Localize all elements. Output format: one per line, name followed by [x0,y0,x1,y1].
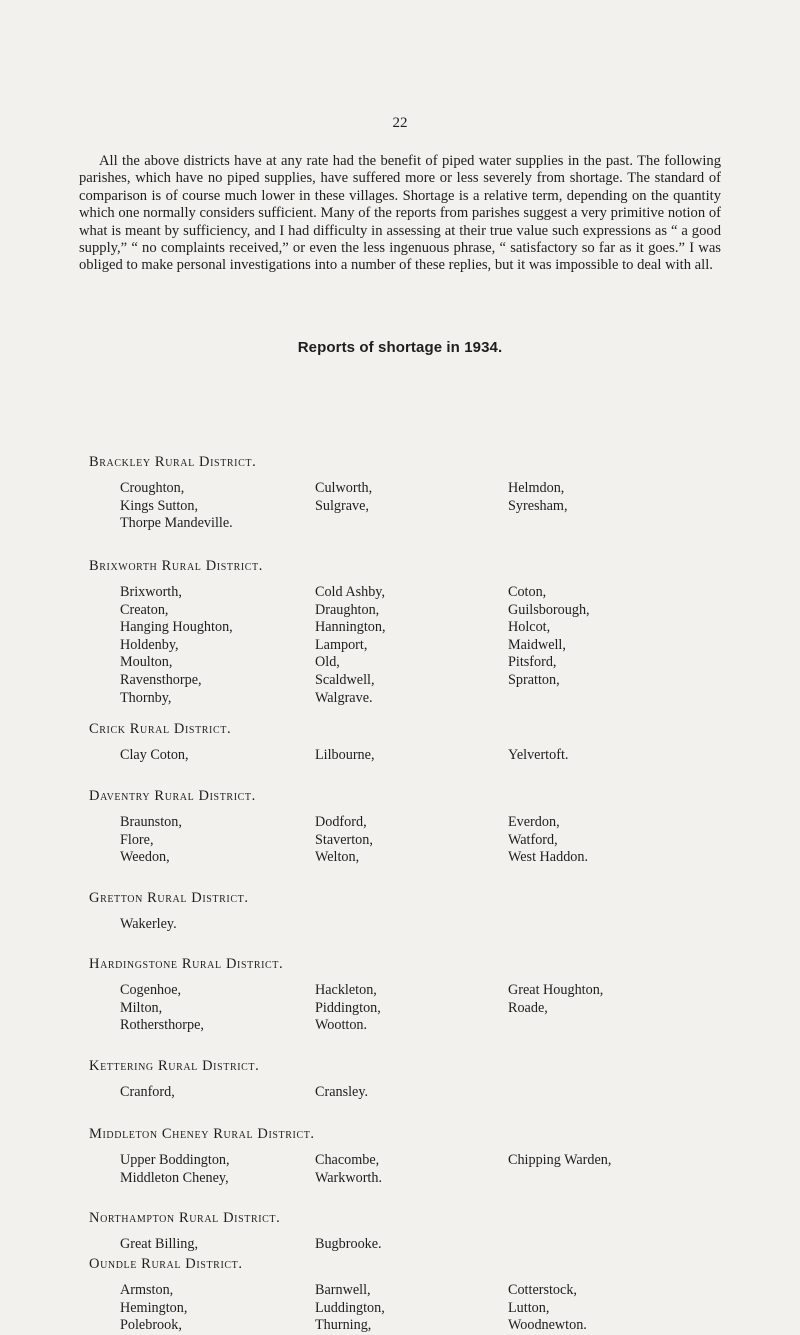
parish: Cransley. [315,1084,369,1100]
parish: Lilbourne, [315,747,375,763]
parish: Lutton, [508,1299,550,1316]
parish: Helmdon, [508,480,565,496]
parish: Bugbrooke. [315,1236,382,1252]
parish: Warkworth. [315,1169,383,1186]
parish-grid [120,747,779,765]
parish: Upper Boddington, [120,1152,230,1168]
parish: Rothersthorpe, [120,1017,204,1034]
parish: Dodford, [315,814,367,830]
parish: Cold Ashby, [315,584,386,600]
parish: Sulgrave, [315,497,369,514]
parish-grid [120,1236,779,1254]
district-brackley [89,454,779,533]
parish: Middleton Cheney, [120,1169,229,1186]
parish: Thornby, [120,689,172,706]
intro-text: All the above districts have at any rate had the benefit of piped water supplies in the past. The following parishes, which have no piped supplies, have suffered more or less severely from shortage. The standard of comparison is of course much lower in these villages. Shortage is a relative term, depending on the quantity which one normally considers sufficient. Many of the reports from parishes suggest a very primitive notion of what is meant by sufficiency, and I had difficulty in assessing at their true value such expressions as “ a good supply,” “ no complaints received,” or even the less ingenuous phrase, “ satisfactory so far as it goes.” I was obliged to make personal investigations into a number of these replies, but it was impossible to deal with all. [79,153,721,274]
parish: Luddington, [315,1299,385,1316]
parish: Pitsford, [508,654,557,671]
district-name: Kettering Rural District. [89,1058,260,1074]
district-daventry [89,788,779,867]
district-brixworth [89,558,779,707]
parish: Chacombe, [315,1152,380,1168]
parish: Watford, [508,831,558,848]
parish-grid [120,916,779,934]
parish: Old, [315,654,340,671]
district-gretton [89,890,779,934]
parish: Braunston, [120,814,182,830]
parish: Culworth, [315,480,373,496]
parish: Coton, [508,584,547,600]
parish: Cotterstock, [508,1282,577,1298]
parish: Piddington, [315,999,381,1016]
page-number: 22 [392,115,408,131]
parish: Weedon, [120,849,170,866]
parish: Hanging Houghton, [120,619,233,636]
parish: Great Houghton, [508,982,604,998]
parish-grid [120,1084,779,1102]
parish: Brixworth, [120,584,182,600]
district-northampton [89,1210,779,1254]
parish: Great Billing, [120,1236,199,1252]
parish: Cogenhoe, [120,982,182,998]
parish: Polebrook, [120,1317,182,1334]
parish: Roade, [508,999,548,1016]
parish: Clay Coton, [120,747,189,763]
parish: Flore, [120,831,154,848]
parish: Holcot, [508,619,551,636]
district-name: Middleton Cheney Rural District. [89,1126,315,1142]
parish: Moulton, [120,654,173,671]
parish: Creaton, [120,601,169,618]
district-name: Gretton Rural District. [89,890,249,906]
parish: Scaldwell, [315,671,375,688]
parish: Wakerley. [120,916,177,932]
parish: Draughton, [315,601,380,618]
district-name: Brixworth Rural District. [89,558,263,574]
district-crick [89,721,779,765]
parish: Armston, [120,1282,174,1298]
parish-grid [120,480,779,533]
parish: Guilsborough, [508,601,590,618]
district-oundle [89,1256,779,1335]
district-name: Hardingstone Rural District. [89,956,284,972]
parish: Wootton. [315,1017,368,1034]
parish: Woodnewton. [508,1317,587,1334]
parish: Welton, [315,849,360,866]
district-name: Northampton Rural District. [89,1210,281,1226]
parish: Holdenby, [120,636,179,653]
parish-grid [120,982,779,1035]
parish: Barnwell, [315,1282,371,1298]
district-name: Crick Rural District. [89,721,232,737]
parish: Kings Sutton, [120,497,199,514]
parish: Croughton, [120,480,185,496]
district-name: Brackley Rural District. [89,454,257,470]
section-heading: Reports of shortage in 1934. [297,339,503,356]
parish-grid [120,1152,779,1187]
parish-grid [120,814,779,867]
parish-grid [120,584,779,707]
parish: Syresham, [508,497,568,514]
district-middleton-cheney [89,1126,779,1187]
parish: Ravensthorpe, [120,671,202,688]
parish: Lamport, [315,636,368,653]
parish: Cranford, [120,1084,175,1100]
parish: Spratton, [508,671,560,688]
district-name: Oundle Rural District. [89,1256,243,1272]
parish: Everdon, [508,814,560,830]
parish: Hemington, [120,1299,188,1316]
parish: Chipping Warden, [508,1152,612,1168]
parish: Yelvertoft. [508,747,569,763]
parish: Thorpe Mandeville. [120,515,233,532]
district-kettering [89,1058,779,1102]
parish: West Haddon. [508,849,589,866]
parish: Walgrave. [315,689,373,706]
parish: Maidwell, [508,636,566,653]
district-name: Daventry Rural District. [89,788,256,804]
parish: Milton, [120,999,163,1016]
parish: Thurning, [315,1317,372,1334]
parish: Staverton, [315,831,373,848]
district-hardingstone [89,956,779,1035]
parish: Hackleton, [315,982,377,998]
parish: Hannington, [315,619,386,636]
parish-grid [120,1282,779,1335]
